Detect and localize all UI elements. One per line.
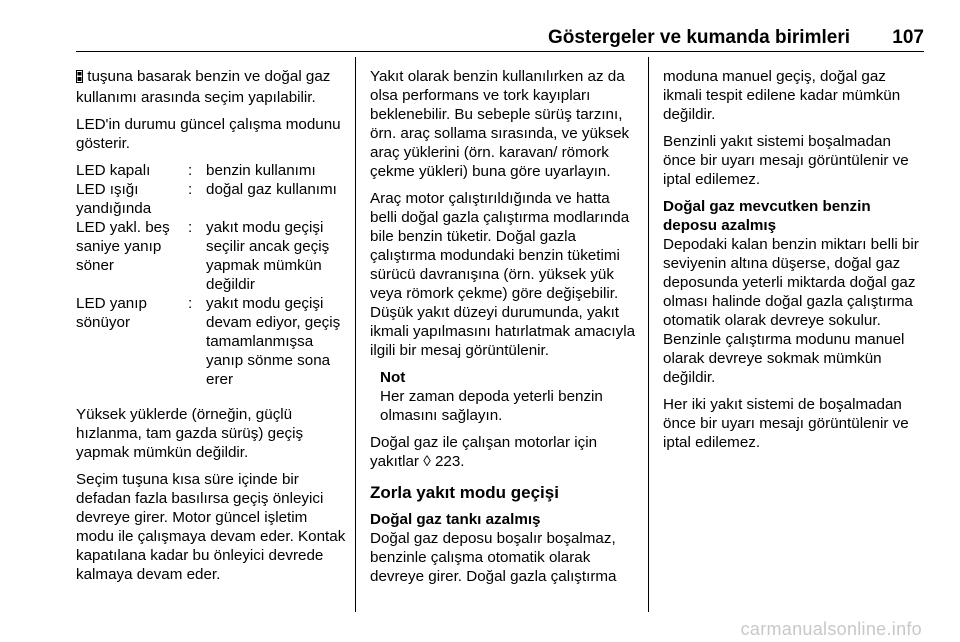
high-load-paragraph: Yüksek yüklerde (örneğin, güçlü hızlanma, tam gazda sürüş) geçiş yapmak mümkün değildir.: [76, 406, 304, 461]
both-empty-paragraph: Her iki yakıt sistemi de boşalmadan önce bir uyarı mesajı görüntülenir ve iptal edilemez.: [663, 396, 909, 451]
led-status-row: [76, 294, 346, 389]
fuel-select-button-icon: [76, 69, 83, 88]
colon: :: [188, 162, 193, 179]
led-status-list: [76, 161, 346, 389]
led-status-row: [76, 180, 346, 218]
subheading-gas-low: Doğal gaz tankı azalmış: [370, 511, 541, 528]
colon: :: [188, 181, 193, 198]
led-status-desc: yakıt modu geçişi devam ediyor, geçiş tamamlanmışsa yanıp sönme sona erer: [206, 295, 341, 388]
led-status-row: [76, 161, 346, 180]
page-reference-link[interactable]: 223.: [434, 453, 465, 470]
led-status-desc: benzin kullanımı: [206, 162, 316, 179]
led-status-desc: yakıt modu geçişi seçilir ancak geçiş yapmak mümkün değildir: [206, 219, 330, 293]
intro-paragraph: [76, 67, 346, 107]
manual-switch-paragraph: moduna manuel geçiş, doğal gaz ikmali tespit edilene kadar mümkün değildir.: [663, 68, 901, 123]
led-status-row: [76, 218, 346, 294]
column-divider-1: [355, 57, 356, 612]
header-title: Göstergeler ve kumanda birimleri: [547, 27, 850, 48]
petrol-warning-paragraph: Benzinli yakıt sistemi boşalmadan önce bir uyarı mesajı görüntülenir ve iptal edilemez.: [663, 133, 909, 188]
performance-paragraph: Yakıt olarak benzin kullanılırken az da olsa performans ve tork kayıpları beklenebilir. Bu sebeple sürüş tarzını, örn. araç sollama sırasında, ve yüksek araç yüklerini (örn. karavan/ römork çekme yükleri) buna göre uyarlayın.: [370, 68, 630, 180]
column-2: [370, 67, 638, 594]
page-reference-icon: ◊: [423, 453, 431, 470]
column-1: [76, 67, 346, 592]
consumption-paragraph: Araç motor çalıştırıldığında ve hatta belli doğal gazla çalıştırma modlarında bile benzin tüketir. Doğal gazla çalıştırma modundaki benzin tüketimi sürücü davranışına (örn. yüksek yük veya römork çekme) göre değişebilir. Düşük yakıt düzeyi durumunda, yakıt ikmali yapılmasını hatırlatmak amacıyla ilgili bir mesaj görüntülenir.: [370, 190, 636, 359]
note-heading: Not: [380, 369, 406, 386]
led-status-term: LED yakl. beş saniye yanıp söner: [76, 219, 170, 274]
fuels-reference-text: Doğal gaz ile çalışan motorlar için yakıtlar: [370, 434, 598, 470]
subheading-petrol-low: Doğal gaz mevcutken benzin deposu azalmış: [663, 198, 871, 234]
led-status-term: LED yanıp sönüyor: [76, 295, 147, 331]
column-3: [663, 67, 928, 460]
column-divider-2: [648, 57, 649, 612]
led-status-desc: doğal gaz kullanımı: [206, 181, 337, 198]
colon: :: [188, 219, 193, 236]
section-heading: Zorla yakıt modu geçişi: [370, 483, 559, 502]
intro-text: tuşuna basarak benzin ve doğal gaz kullanımı arasında seçim yapılabilir.: [76, 68, 331, 106]
gas-low-paragraph: Doğal gaz deposu boşalır boşalmaz, benzinle çalışma otomatik olarak devreye girer. Doğal gazla çalıştırma: [370, 530, 617, 585]
header-rule: [76, 51, 924, 52]
petrol-low-paragraph: Depodaki kalan benzin miktarı belli bir seviyenin altına düşerse, doğal gaz deposunda yeterli miktarda doğal gaz olması halinde doğal gazla çalıştırma otomatik olarak devreye sokulur. Benzinle çalıştırma modunu manuel olarak devreye sokmak mümkün değildir.: [663, 236, 919, 386]
led-status-paragraph: LED'in durumu güncel çalışma modunu gösterir.: [76, 116, 341, 152]
led-status-term: LED ışığı yandığında: [76, 181, 152, 217]
watermark: carmanualsonline.info: [740, 619, 922, 639]
led-status-term: LED kapalı: [76, 162, 151, 179]
colon: :: [188, 295, 193, 312]
page-number: 107: [892, 27, 924, 48]
note-box: [380, 368, 638, 425]
switch-lock-paragraph: Seçim tuşuna kısa süre içinde bir defadan fazla basılırsa geçiş önleyici devreye girer. Motor güncel işletim modu ile çalışmaya devam eder. Kontak kapatılana kadar bu önleyici devrede kalmaya devam eder.: [76, 471, 346, 583]
fuels-reference-paragraph: [370, 433, 638, 471]
note-body: Her zaman depoda yeterli benzin olmasını sağlayın.: [380, 388, 603, 424]
